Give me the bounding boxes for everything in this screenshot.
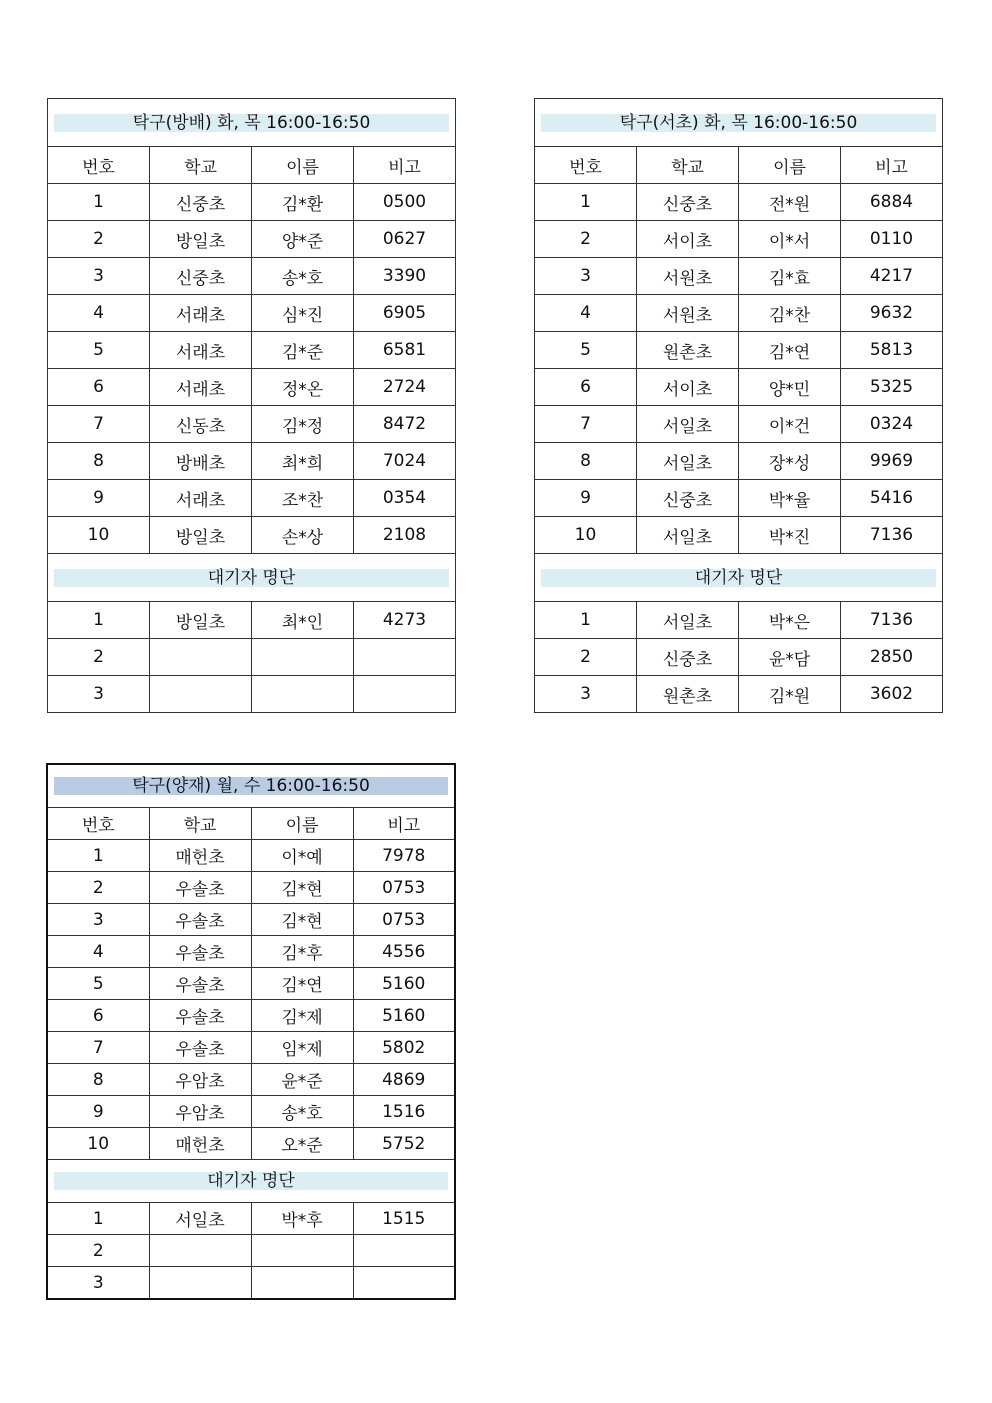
table-cell: 원촌초 [637, 332, 739, 369]
waitlist-title: 대기자 명단 [54, 569, 449, 587]
table-cell: 9632 [841, 295, 943, 332]
waitlist-cell: 원촌초 [637, 676, 739, 713]
table-row [535, 406, 943, 443]
table-cell: 김*후 [251, 936, 353, 968]
waitlist-cell: 2 [48, 639, 150, 676]
table-row [48, 443, 456, 480]
waitlist-cell: 방일초 [150, 602, 252, 639]
table-row [47, 1032, 455, 1064]
roster-table-bangbae [47, 98, 456, 713]
table-cell: 김*현 [251, 904, 353, 936]
table-cell: 양*민 [739, 369, 841, 406]
table-cell: 서일초 [637, 443, 739, 480]
table-row [47, 1064, 455, 1096]
table-cell: 우솔초 [149, 904, 251, 936]
waitlist-cell: 최*인 [252, 602, 354, 639]
waitlist-cell: 서일초 [637, 602, 739, 639]
table-row [47, 904, 455, 936]
table-cell: 7136 [841, 517, 943, 554]
table-cell: 4217 [841, 258, 943, 295]
table-cell: 양*준 [252, 221, 354, 258]
table-cell: 김*효 [739, 258, 841, 295]
table-cell: 김*정 [252, 406, 354, 443]
waitlist-cell: 1 [535, 602, 637, 639]
table-cell: 0500 [354, 184, 456, 221]
table-cell: 8 [535, 443, 637, 480]
table-cell: 8 [48, 443, 150, 480]
table-row [48, 332, 456, 369]
waitlist-cell [353, 1267, 455, 1300]
table-cell: 2108 [354, 517, 456, 554]
table-cell: 5802 [353, 1032, 455, 1064]
waitlist-title: 대기자 명단 [541, 569, 936, 587]
table-cell: 정*온 [252, 369, 354, 406]
table-cell: 6581 [354, 332, 456, 369]
table-row [47, 1096, 455, 1128]
table-cell: 0753 [353, 904, 455, 936]
table-title: 탁구(양재) 월, 수 16:00-16:50 [54, 777, 448, 795]
waitlist-cell [251, 1267, 353, 1300]
table-cell: 4556 [353, 936, 455, 968]
table-cell: 전*원 [739, 184, 841, 221]
table-cell: 우솔초 [149, 936, 251, 968]
waitlist-row [47, 1267, 455, 1300]
table-cell: 서원초 [637, 258, 739, 295]
waitlist-row [47, 1235, 455, 1267]
table-row [47, 968, 455, 1000]
table-cell: 5752 [353, 1128, 455, 1160]
column-header: 이름 [251, 808, 353, 840]
table-cell: 조*찬 [252, 480, 354, 517]
table-cell: 신중초 [637, 480, 739, 517]
table-row [535, 221, 943, 258]
waitlist-cell [150, 676, 252, 713]
column-header: 비고 [354, 147, 456, 184]
waitlist-cell: 3602 [841, 676, 943, 713]
table-title: 탁구(방배) 화, 목 16:00-16:50 [54, 114, 449, 132]
waitlist-cell: 3 [48, 676, 150, 713]
waitlist-cell: 1 [48, 602, 150, 639]
waitlist-cell: 1515 [353, 1203, 455, 1235]
table-row [47, 936, 455, 968]
waitlist-cell: 3 [535, 676, 637, 713]
column-header: 학교 [149, 808, 251, 840]
table-cell: 5 [47, 968, 149, 1000]
table-cell: 오*준 [251, 1128, 353, 1160]
waitlist-cell: 윤*담 [739, 639, 841, 676]
table-cell: 6 [535, 369, 637, 406]
waitlist-row [48, 602, 456, 639]
table-cell: 이*건 [739, 406, 841, 443]
table-cell: 3 [47, 904, 149, 936]
table-cell: 3390 [354, 258, 456, 295]
table-title-row [48, 99, 456, 147]
table-cell: 5416 [841, 480, 943, 517]
waitlist-cell: 3 [47, 1267, 149, 1300]
table-row [48, 480, 456, 517]
table-cell: 0627 [354, 221, 456, 258]
waitlist-cell: 2850 [841, 639, 943, 676]
table-cell: 김*준 [252, 332, 354, 369]
waitlist-cell [252, 676, 354, 713]
table-cell: 2724 [354, 369, 456, 406]
table-cell: 우암초 [149, 1096, 251, 1128]
table-row [48, 184, 456, 221]
table-cell: 김*연 [739, 332, 841, 369]
table-row [48, 517, 456, 554]
waitlist-title-row [535, 554, 943, 602]
table-cell: 방일초 [150, 517, 252, 554]
table-cell: 송*호 [251, 1096, 353, 1128]
waitlist-cell [150, 639, 252, 676]
table-cell: 5160 [353, 1000, 455, 1032]
table-cell: 4 [47, 936, 149, 968]
table-row [535, 369, 943, 406]
table-cell: 9 [535, 480, 637, 517]
table-cell: 7 [47, 1032, 149, 1064]
table-cell: 우암초 [149, 1064, 251, 1096]
table-title: 탁구(서초) 화, 목 16:00-16:50 [541, 114, 936, 132]
waitlist-cell: 박*은 [739, 602, 841, 639]
table-cell: 9 [47, 1096, 149, 1128]
waitlist-cell [149, 1267, 251, 1300]
waitlist-cell [353, 1235, 455, 1267]
table-cell: 3 [535, 258, 637, 295]
table-cell: 5813 [841, 332, 943, 369]
waitlist-cell: 4273 [354, 602, 456, 639]
table-cell: 6884 [841, 184, 943, 221]
table-cell: 5160 [353, 968, 455, 1000]
waitlist-cell: 신중초 [637, 639, 739, 676]
table-cell: 서원초 [637, 295, 739, 332]
column-header: 번호 [47, 808, 149, 840]
table-row [47, 1128, 455, 1160]
header-row [535, 147, 943, 184]
table-cell: 방배초 [150, 443, 252, 480]
waitlist-cell: 1 [47, 1203, 149, 1235]
column-header: 이름 [739, 147, 841, 184]
table-cell: 김*환 [252, 184, 354, 221]
table-cell: 신중초 [150, 258, 252, 295]
table-cell: 7978 [353, 840, 455, 872]
table-cell: 신중초 [150, 184, 252, 221]
table-cell: 1516 [353, 1096, 455, 1128]
table-cell: 김*현 [251, 872, 353, 904]
waitlist-title-row [47, 1160, 455, 1203]
table-cell: 박*진 [739, 517, 841, 554]
table-cell: 임*제 [251, 1032, 353, 1064]
table-cell: 박*율 [739, 480, 841, 517]
column-header: 번호 [535, 147, 637, 184]
table-row [48, 406, 456, 443]
table-cell: 4 [535, 295, 637, 332]
table-cell: 우솔초 [149, 872, 251, 904]
waitlist-cell [252, 639, 354, 676]
table-cell: 서일초 [637, 406, 739, 443]
table-cell: 우솔초 [149, 1032, 251, 1064]
waitlist-row [535, 676, 943, 713]
table-cell: 매헌초 [149, 1128, 251, 1160]
table-cell: 심*진 [252, 295, 354, 332]
table-cell: 서래초 [150, 480, 252, 517]
table-cell: 9 [48, 480, 150, 517]
waitlist-title-row [48, 554, 456, 602]
waitlist-row [47, 1203, 455, 1235]
table-cell: 손*상 [252, 517, 354, 554]
table-cell: 서일초 [637, 517, 739, 554]
table-cell: 2 [48, 221, 150, 258]
table-cell: 방일초 [150, 221, 252, 258]
header-row [47, 808, 455, 840]
table-row [535, 184, 943, 221]
waitlist-row [48, 639, 456, 676]
table-cell: 우솔초 [149, 968, 251, 1000]
table-cell: 이*서 [739, 221, 841, 258]
table-cell: 우솔초 [149, 1000, 251, 1032]
table-cell: 장*성 [739, 443, 841, 480]
waitlist-cell [354, 639, 456, 676]
table-cell: 0354 [354, 480, 456, 517]
table-row [48, 295, 456, 332]
table-cell: 1 [535, 184, 637, 221]
table-cell: 9969 [841, 443, 943, 480]
waitlist-row [535, 639, 943, 676]
roster-table-seocho [534, 98, 943, 713]
table-cell: 이*예 [251, 840, 353, 872]
table-cell: 10 [47, 1128, 149, 1160]
table-cell: 매헌초 [149, 840, 251, 872]
waitlist-row [48, 676, 456, 713]
table-cell: 서이초 [637, 221, 739, 258]
waitlist-cell [354, 676, 456, 713]
table-cell: 서래초 [150, 369, 252, 406]
table-cell: 4 [48, 295, 150, 332]
waitlist-title: 대기자 명단 [54, 1172, 448, 1190]
column-header: 학교 [637, 147, 739, 184]
table-cell: 6905 [354, 295, 456, 332]
column-header: 번호 [48, 147, 150, 184]
table-title-row [47, 764, 455, 808]
column-header: 학교 [150, 147, 252, 184]
table-cell: 6 [47, 1000, 149, 1032]
table-row [47, 840, 455, 872]
table-cell: 4869 [353, 1064, 455, 1096]
table-row [535, 332, 943, 369]
table-cell: 윤*준 [251, 1064, 353, 1096]
table-cell: 김*제 [251, 1000, 353, 1032]
table-cell: 신중초 [637, 184, 739, 221]
table-row [535, 517, 943, 554]
table-title-row [535, 99, 943, 147]
table-cell: 5 [535, 332, 637, 369]
table-cell: 서이초 [637, 369, 739, 406]
table-row [535, 480, 943, 517]
table-row [48, 221, 456, 258]
table-row [535, 258, 943, 295]
table-cell: 2 [535, 221, 637, 258]
table-cell: 10 [535, 517, 637, 554]
waitlist-cell [149, 1235, 251, 1267]
table-cell: 8472 [354, 406, 456, 443]
table-cell: 2 [47, 872, 149, 904]
waitlist-cell: 7136 [841, 602, 943, 639]
table-cell: 0753 [353, 872, 455, 904]
waitlist-cell: 박*후 [251, 1203, 353, 1235]
column-header: 이름 [252, 147, 354, 184]
table-cell: 김*찬 [739, 295, 841, 332]
table-cell: 1 [47, 840, 149, 872]
table-cell: 서래초 [150, 295, 252, 332]
table-cell: 3 [48, 258, 150, 295]
table-cell: 5 [48, 332, 150, 369]
table-cell: 10 [48, 517, 150, 554]
waitlist-row [535, 602, 943, 639]
table-cell: 송*호 [252, 258, 354, 295]
table-row [535, 295, 943, 332]
table-row [48, 258, 456, 295]
table-cell: 1 [48, 184, 150, 221]
table-cell: 8 [47, 1064, 149, 1096]
column-header: 비고 [841, 147, 943, 184]
table-cell: 김*연 [251, 968, 353, 1000]
table-row [535, 443, 943, 480]
roster-table-yangjae [46, 763, 456, 1300]
waitlist-cell: 2 [47, 1235, 149, 1267]
waitlist-cell: 김*원 [739, 676, 841, 713]
table-cell: 7 [48, 406, 150, 443]
table-row [48, 369, 456, 406]
waitlist-cell: 서일초 [149, 1203, 251, 1235]
waitlist-cell: 2 [535, 639, 637, 676]
table-cell: 5325 [841, 369, 943, 406]
waitlist-cell [251, 1235, 353, 1267]
table-cell: 0110 [841, 221, 943, 258]
table-cell: 7 [535, 406, 637, 443]
table-cell: 6 [48, 369, 150, 406]
column-header: 비고 [353, 808, 455, 840]
table-cell: 최*희 [252, 443, 354, 480]
table-cell: 신동초 [150, 406, 252, 443]
table-cell: 7024 [354, 443, 456, 480]
table-cell: 서래초 [150, 332, 252, 369]
table-cell: 0324 [841, 406, 943, 443]
table-row [47, 872, 455, 904]
header-row [48, 147, 456, 184]
table-row [47, 1000, 455, 1032]
